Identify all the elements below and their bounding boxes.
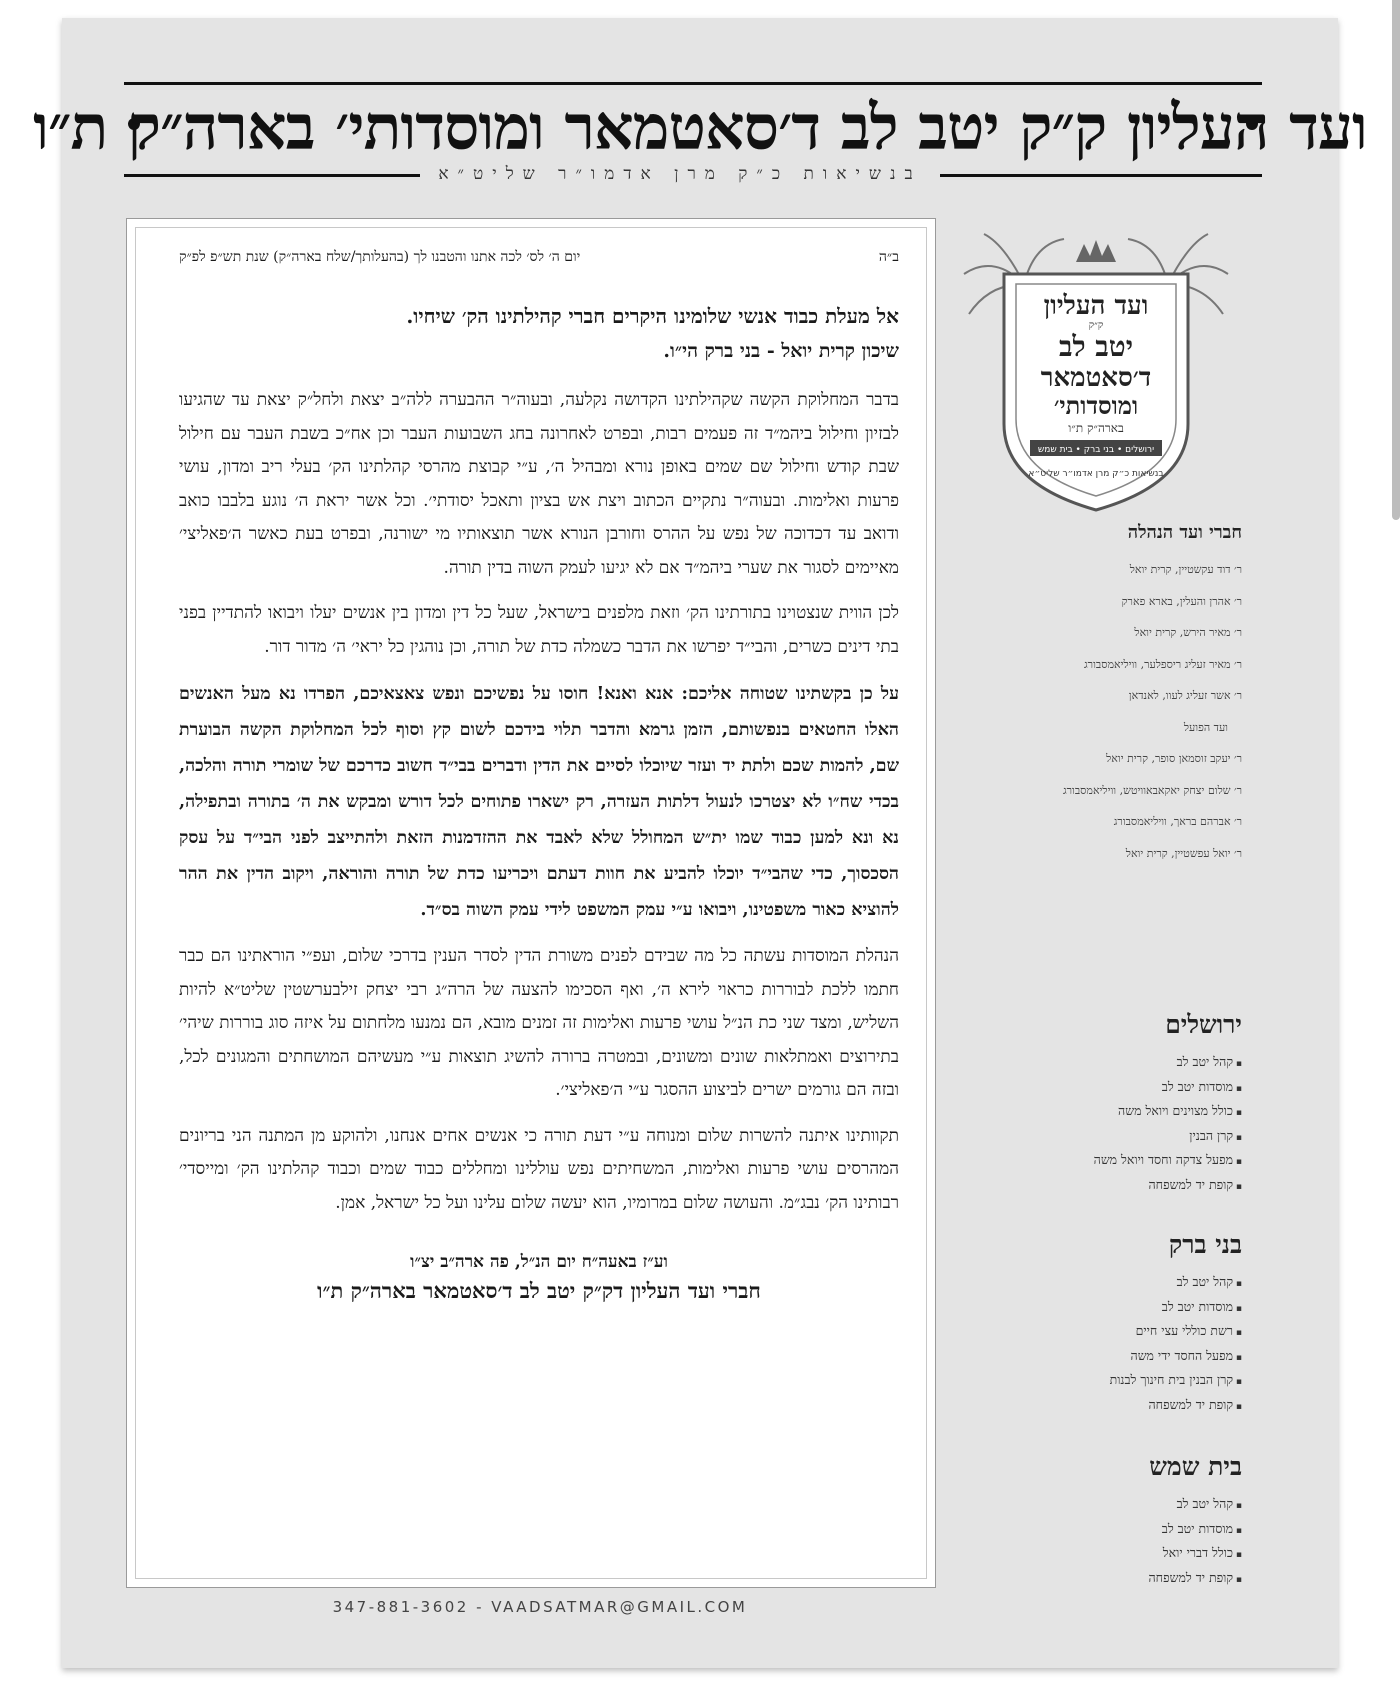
region-beit-shemesh bbox=[1148, 1452, 1242, 1590]
header-title: ועד העליון ק״ק יטב לב ד׳סאטמאר ומוסדותי׳ בארה״ק ת״ו bbox=[33, 91, 1367, 164]
region-bnei-brak bbox=[1110, 1230, 1242, 1417]
region-item: ▪ כולל מצוינים ויואל משה bbox=[1094, 1099, 1242, 1124]
board-subheading: ועד הפועל bbox=[1183, 720, 1228, 734]
board-member: ר׳ דוד עקשטיין, קרית יואל bbox=[1129, 563, 1242, 576]
region-list bbox=[1094, 1050, 1242, 1197]
region-title: בני ברק bbox=[1168, 1230, 1242, 1259]
letter-paragraph: בדבר המחלוקת הקשה שקהילתינו הקדושה נקלעה, ובעוה״ר ההבערה ללה״ב יצאת ולחל״ק יצאת עד שהגיעו לבזיון וחילול ביהמ״ד זה פעמים רבות, ובפרט לאחרונה בחג השבועות העבר וכן אח״כ בשבת העבר עם חילול שבת קודש וחילול שם שמים באופן נורא ומבהיל ה׳, ע״י קבוצת מהרסי קהלתינו הק׳ בעלי ריב ומדון, עושי פרעות ואלימות. ובעוה״ר נתקיים הכתוב ויצת אש בציון ותאכל יסודתי׳. וכל אשר יראת ה׳ נוגע בלבבו כואב ודואב עד דכדוכה של נפש על ההרס וחורבן הנורא אשר תוצאותיו מי ישורנה, ובפרט בעת כאשר ה׳פאליצי׳ מאיימים לסגור את שערי ביהמ״ד אם לא יגיעו לעמק השוה בדין תורה. bbox=[179, 390, 899, 578]
region-item: ▪ מוסדות יטב לב bbox=[1148, 1517, 1242, 1542]
board-member: ר׳ יואל עפשטיין, קרית יואל bbox=[1125, 846, 1242, 860]
organization-seal bbox=[954, 214, 1238, 514]
region-item: ▪ קהל יטב לב bbox=[1110, 1270, 1242, 1295]
letter-signature: חברי ועד העליון דק״ק יטב לב ד׳סאטמאר בארה״ק ת״ו bbox=[317, 1278, 761, 1303]
letter-signoff-date: וע״ז באעה״ח יום הנ״ל, פה ארה״ב יצ״ו bbox=[410, 1252, 668, 1272]
board-member: ר׳ מאיר זעליג ריספלער, וויליאמסבורג bbox=[1084, 657, 1242, 671]
board-title: חברי ועד הנהלה bbox=[1127, 522, 1242, 543]
region-item: ▪ מוסדות יטב לב bbox=[1110, 1295, 1242, 1320]
board-member: ר׳ אהרן והעלין, בארא פארק bbox=[1121, 594, 1242, 608]
header-subtitle: בנשיאות כ״ק מרן אדמו״ר שליט״א bbox=[420, 164, 940, 184]
board-member: ר׳ שלום יצחק יאקאבאוויטש, וויליאמסבורג bbox=[1063, 783, 1242, 797]
letter-paragraph: לכן הווית שנצטוינו בתורתינו הק׳ וזאת מלפנים בישראל, שעל כל דין ומדון בין אנשים יעלו ויבואו להתדיין בפני בתי דינים כשרים, והבי״ד יפרשו את הדבר כשמלה כדת של תורה, וכן נוהגין כל יראי׳ ה׳ מדור דור. bbox=[179, 603, 899, 657]
seal-line: ועד העליון bbox=[1043, 291, 1149, 321]
region-item: ▪ קרן הבנין בית חינוך לבנות bbox=[1110, 1368, 1242, 1393]
header-top-rule bbox=[124, 82, 1262, 85]
letter-body bbox=[179, 249, 899, 1304]
region-jerusalem bbox=[1094, 1010, 1242, 1197]
region-list bbox=[1110, 1270, 1242, 1417]
board-member-list bbox=[1063, 560, 1242, 875]
region-item: ▪ קהל יטב לב bbox=[1094, 1050, 1242, 1075]
letter-dateline-text: יום ה׳ לס׳ לכה אתנו והטבנו לך (בהעלותך/שלח בארה״ק) שנת תש״פ לפ״ק bbox=[179, 249, 581, 265]
seal-line: ד׳סאטמאר bbox=[1040, 363, 1152, 393]
region-item: ▪ קופת יד למשפחה bbox=[1110, 1393, 1242, 1418]
letter-paragraph: הנהלת המוסדות עשתה כל מה שבידם לפנים משורת הדין לסדר הענין בדרכי שלום, ועפ״י הוראתינו הם כבר חתמו ללכת לבוררות כראוי לירא ה׳, ואף הסכימו להצעה של הרה״ג רבי יצחק זילבערשטין שליט״א להיות השליש, ומצד שני כת הנ״ל עושי פרעות ואלימות זה זמנים מובא, הם נמנעו מלחתום על איזה סוג בוררות שיהי׳ בתירוצים ואמתלאות שונים ומשונים, ובמטרה ברורה להשיג תוצאות ע״י מעשיהם המושחתים והמגונים לכל, ובזה הם גורמים ישרים לביצוע ההסגר ע״י ה׳פאליצי׳. bbox=[179, 946, 899, 1100]
crown-icon bbox=[1076, 240, 1116, 262]
seal-line: ק״ק bbox=[1088, 320, 1104, 331]
region-list bbox=[1148, 1492, 1242, 1590]
board-member: ר׳ מאיר הירש, קרית יואל bbox=[1134, 626, 1242, 639]
region-item: ▪ מפעל צדקה וחסד ויואל משה bbox=[1094, 1148, 1242, 1173]
letter-paragraph: תקוותינו איתנה להשרות שלום ומנוחה ע״י דעת תורה כי אנשים אחים אנחנו, ולהוקע מן המתנה הני בריונים המהרסים עושי פרעות ואלימות, המשחיתים נפש עוללינו ומחללים כבוד שמים וכבוד קהלתינו הק׳ ומייסדי׳ רבותינו הק׳ נבג״מ. והעושה שלום במרומיו, הוא יעשה שלום עלינו ועל כל ישראל, אמן. bbox=[179, 1125, 899, 1213]
region-item: ▪ קופת יד למשפחה bbox=[1094, 1173, 1242, 1198]
region-item: ▪ מוסדות יטב לב bbox=[1094, 1075, 1242, 1100]
seal-line: ומוסדותי׳ bbox=[1053, 391, 1139, 420]
seal-bottom-text: בנשיאות כ״ק מרן אדמו״ר שליט״א bbox=[1028, 469, 1164, 479]
region-item: ▪ מפעל החסד ידי משה bbox=[1110, 1344, 1242, 1369]
region-item: ▪ קרן הבנין bbox=[1094, 1124, 1242, 1149]
board-member: ר׳ יעקב זוסמאן סופר, קרית יואל bbox=[1106, 752, 1242, 765]
region-item: ▪ קהל יטב לב bbox=[1148, 1492, 1242, 1517]
region-item: ▪ רשת כוללי עצי חיים bbox=[1110, 1319, 1242, 1344]
region-title: בית שמש bbox=[1149, 1452, 1242, 1481]
seal-line: יטב לב bbox=[1058, 330, 1134, 363]
seal-line: בארה״ק ת״ו bbox=[1068, 421, 1124, 435]
letter-panel bbox=[126, 218, 936, 1588]
scrollbar-thumb[interactable] bbox=[1392, 0, 1400, 520]
letter-greeting-address: שיכון קרית יואל - בני ברק הי״ו. bbox=[663, 340, 899, 362]
region-title: ירושלים bbox=[1165, 1010, 1242, 1039]
letter-bh: ב״ה bbox=[878, 249, 899, 265]
contact-line: 347-881-3602 - VAADSATMAR@GMAIL.COM bbox=[332, 1598, 748, 1616]
region-item: ▪ כולל דברי יואל bbox=[1148, 1541, 1242, 1566]
letter-dateline bbox=[179, 249, 859, 266]
region-item: ▪ קופת יד למשפחה bbox=[1148, 1566, 1242, 1591]
board-member: ר׳ אברהם בראך, וויליאמסבורג bbox=[1113, 815, 1242, 828]
letter-greeting: אל מעלת כבוד אנשי שלומינו היקרים חברי קהילתינו הק׳ שיחיו. bbox=[406, 304, 899, 328]
seal-band-text: ירושלים • בני ברק • בית שמש bbox=[1037, 445, 1155, 455]
letter-paragraph-plea: על כן בקשתינו שטוחה אליכם: אנא ואנא! חוסו על נפשיכם ונפש צאצאיכם, הפרדו נא מעל האנשים האלו החטאים בנפשותם, הזמן גרמא והדבר תלוי בידכם לשום קץ וסוף לכל המחלוקת הקשה הבוערת שם, להמות שכם ולתת יד ועזר שיוכלו לסיים את הדין ודברים בבי״ד חשוב כדרכם של שומרי תורה והלכה, בכדי שח״ו לא יצטרכו לנעול דלתות העזרה, רק ישארו פתוחים לכל דורש ומבקש את ה׳ בתורה ובתפילה, נא ונא למען כבוד שמו ית״ש המחולל שלא לאבד את ההזדמנות הזאת ולהתייצב לפני הבי״ד על עסק הסכסוך, כדי שהבי״ד יוכלו להביע את חוות דעתם ויכריעו כדת של תורה והוראה, ויקוב הדין את ההר להוציא כאור משפטינו, ויבואו ע״י עמק המשפט לידי עמק השוה בס״ד. bbox=[179, 684, 899, 920]
board-member: ר׳ אשר זעליג לעוו, לאנדאן bbox=[1128, 689, 1242, 702]
